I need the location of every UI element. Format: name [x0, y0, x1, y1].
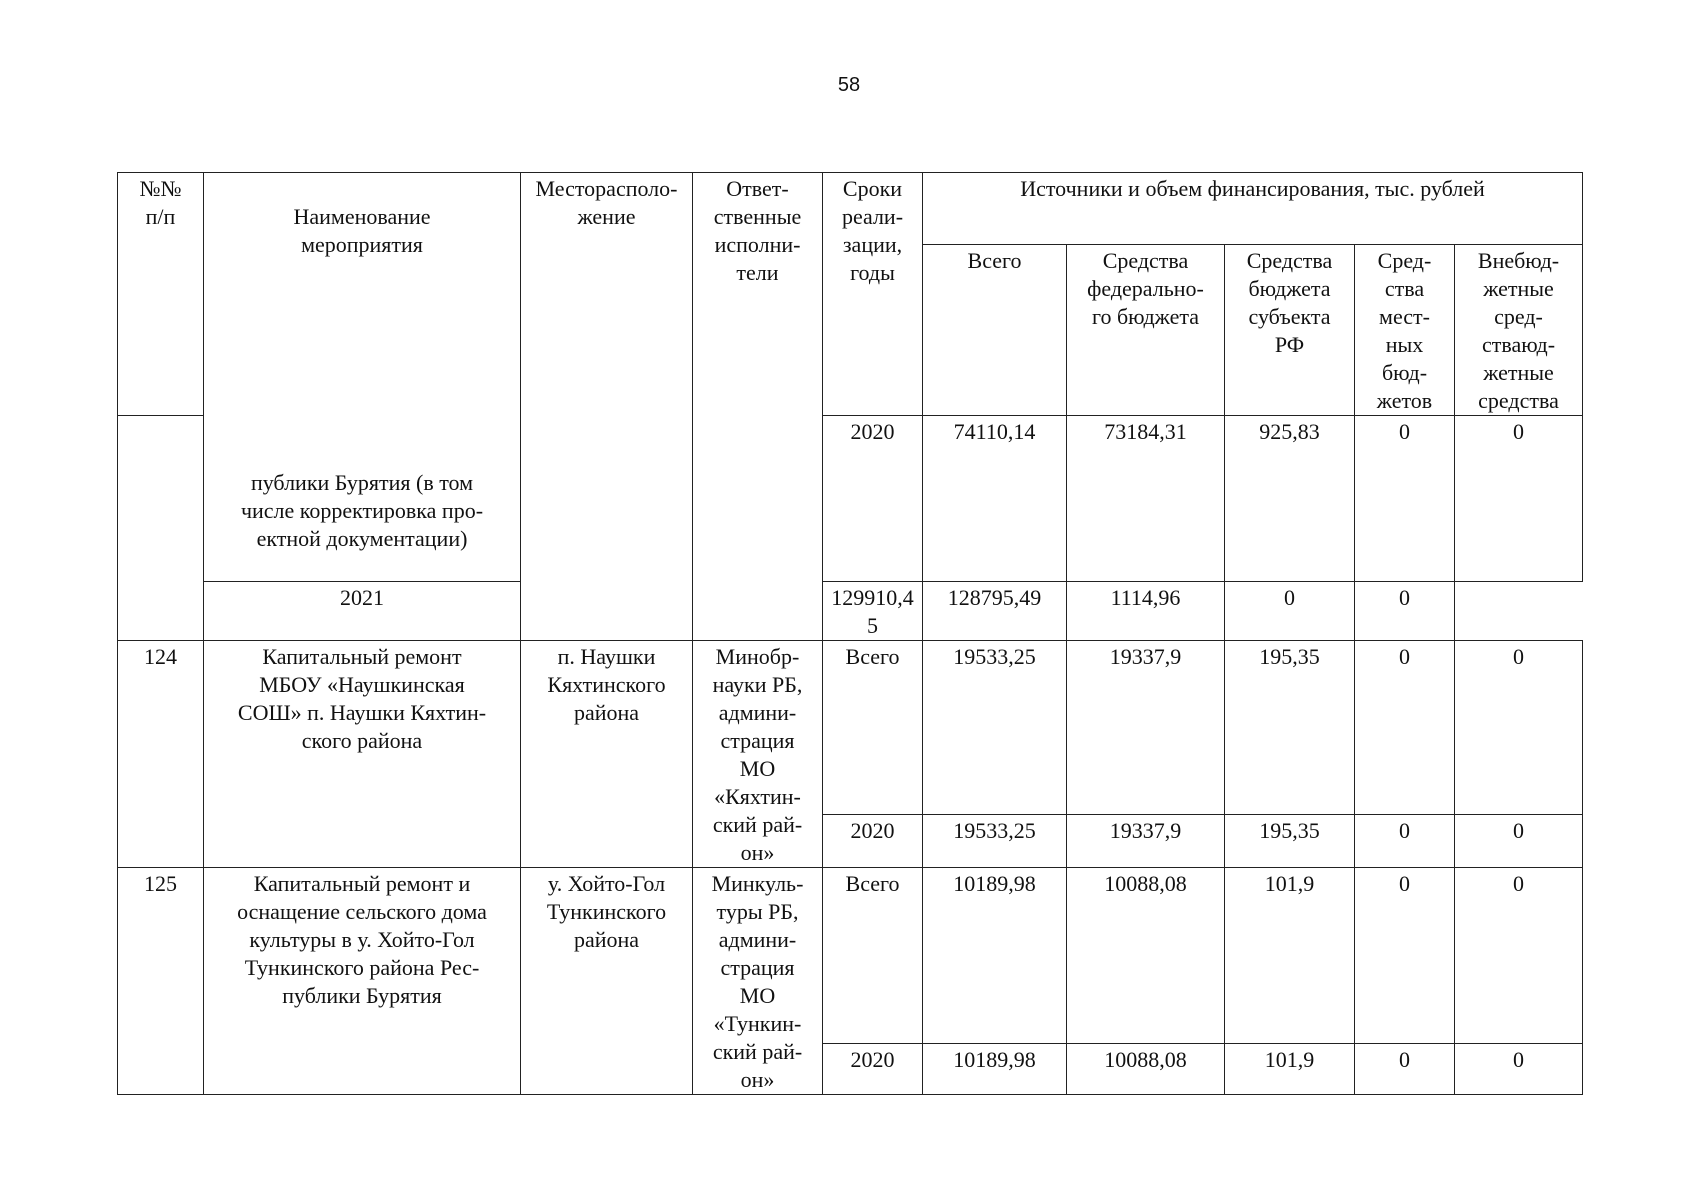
cell-regional: 195,35	[1225, 814, 1355, 867]
cell-extrabudget: 0	[1355, 582, 1455, 641]
cell-local: 0	[1355, 1043, 1455, 1094]
row-cont-num	[118, 416, 204, 641]
cell-local: 0	[1355, 868, 1455, 1044]
cell-total: 10189,98	[923, 1043, 1067, 1094]
header-extrabudget: Внебюд- жетные сред- стваюд- жетные средства	[1455, 245, 1583, 416]
header-federal: Средства федерально- го бюджета	[1067, 245, 1225, 416]
cell-total: 74110,14	[923, 416, 1067, 582]
header-sources: Источники и объем финансирования, тыс. рублей	[923, 173, 1583, 245]
financing-table	[117, 172, 1583, 1095]
cell-regional: 101,9	[1225, 1043, 1355, 1094]
cell-federal: 19337,9	[1067, 814, 1225, 867]
cell-period: Всего	[823, 868, 923, 1044]
row-124-location: п. Наушки Кяхтинского района	[521, 641, 693, 868]
cell-period: 2020	[823, 416, 923, 582]
cell-federal: 19337,9	[1067, 641, 1225, 815]
cell-local: 0	[1355, 416, 1455, 582]
cell-period: 2020	[823, 1043, 923, 1094]
cell-total: 19533,25	[923, 814, 1067, 867]
cell-extrabudget: 0	[1455, 641, 1583, 815]
cell-extrabudget: 0	[1455, 868, 1583, 1044]
cell-extrabudget: 0	[1455, 814, 1583, 867]
cell-regional: 1114,96	[1067, 582, 1225, 641]
cell-period: 2021	[204, 582, 521, 641]
header-location: Месторасполо- жение	[521, 173, 693, 641]
row-cont-name: публики Бурятия (в том числе корректировка про- ектной документации)	[240, 470, 484, 551]
cell-local: 0	[1355, 814, 1455, 867]
header-num: №№ п/п	[118, 173, 204, 416]
cell-federal: 10088,08	[1067, 868, 1225, 1044]
row-125-name: Капитальный ремонт и оснащение сельского дома культуры в у. Хойто-Гол Тункинского района Рес- публики Бурятия	[204, 868, 521, 1095]
cell-regional: 101,9	[1225, 868, 1355, 1044]
cell-period: Всего	[823, 641, 923, 815]
header-regional: Средства бюджета субъекта РФ	[1225, 245, 1355, 416]
page-number: 58	[837, 74, 861, 96]
table-row	[118, 641, 1583, 815]
cell-federal: 10088,08	[1067, 1043, 1225, 1094]
row-124-num: 124	[118, 641, 204, 868]
row-125-location: у. Хойто-Гол Тункинского района	[521, 868, 693, 1095]
cell-total: 129910,45	[823, 582, 923, 641]
row-125-num: 125	[118, 868, 204, 1095]
header-period: Сроки реали- зации, годы	[823, 173, 923, 416]
cell-total: 10189,98	[923, 868, 1067, 1044]
cell-extrabudget: 0	[1455, 416, 1583, 582]
cell-local: 0	[1225, 582, 1355, 641]
header-row-1	[118, 173, 1583, 245]
cell-extrabudget: 0	[1455, 1043, 1583, 1094]
cell-period: 2020	[823, 814, 923, 867]
header-name-label: Наименование мероприятия	[293, 204, 431, 257]
table-row	[118, 868, 1583, 1044]
table-row	[118, 582, 1583, 641]
row-125-responsible: Минкуль- туры РБ, админи- страция МО «Тункин- ский рай- он»	[693, 868, 823, 1095]
row-124-name: Капитальный ремонт МБОУ «Наушкинская СОШ» п. Наушки Кяхтин- ского района	[204, 641, 521, 868]
cell-local: 0	[1355, 641, 1455, 815]
cell-federal: 73184,31	[1067, 416, 1225, 582]
header-local: Сред- ства мест- ных бюд- жетов	[1355, 245, 1455, 416]
cell-total: 19533,25	[923, 641, 1067, 815]
cell-regional: 195,35	[1225, 641, 1355, 815]
cell-federal: 128795,49	[923, 582, 1067, 641]
header-total: Всего	[923, 245, 1067, 416]
header-responsible: Ответ- ственные исполни- тели	[693, 173, 823, 641]
header-name	[204, 173, 521, 582]
row-124-responsible: Минобр- науки РБ, админи- страция МО «Кяхтин- ский рай- он»	[693, 641, 823, 868]
cell-regional: 925,83	[1225, 416, 1355, 582]
